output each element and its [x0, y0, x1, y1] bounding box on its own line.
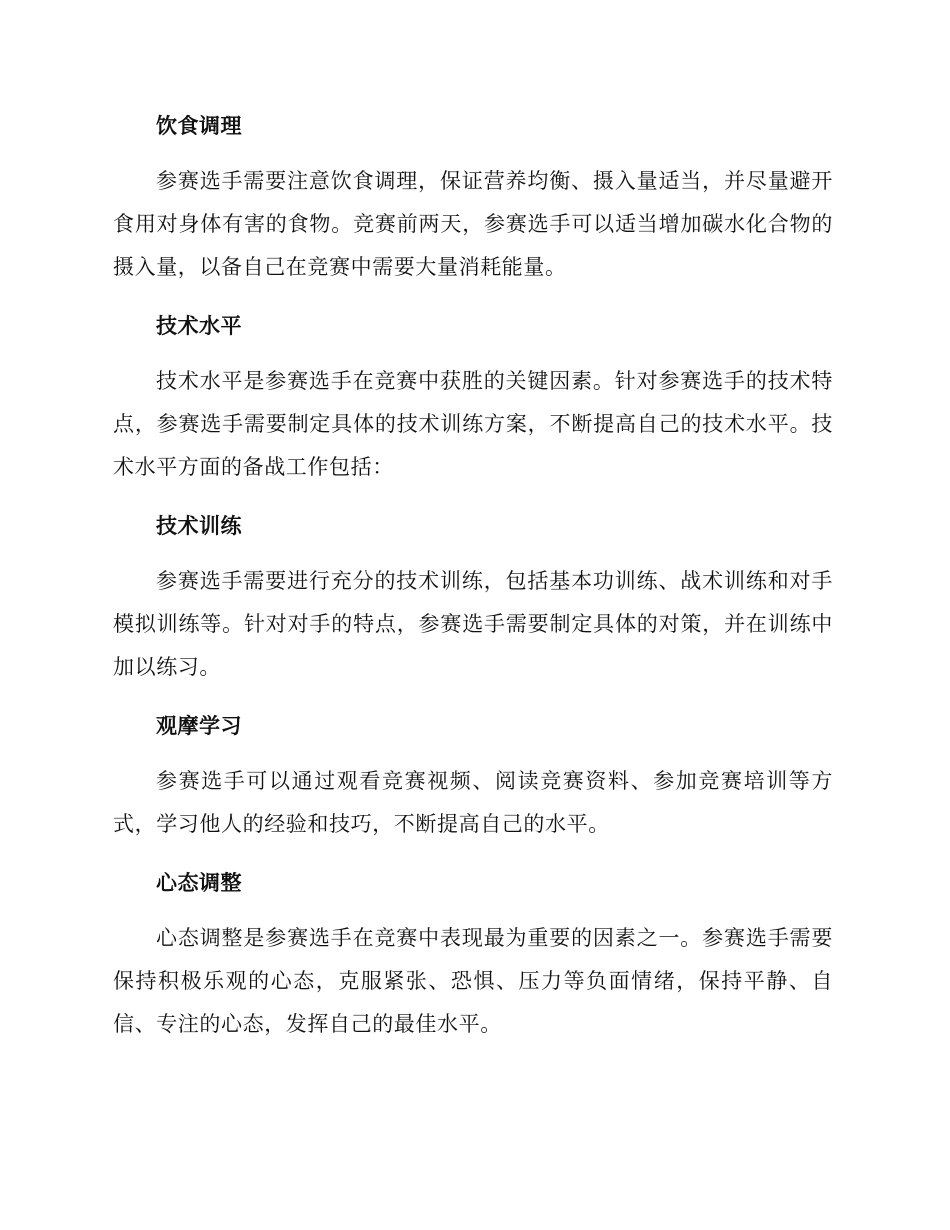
section-body-observation-learning: 参赛选手可以通过观看竞赛视频、阅读竞赛资料、参加竞赛培训等方式，学习他人的经验和技巧，不断提高自己的水平。: [113, 769, 833, 836]
section-heading-observation-learning: 观摩学习: [156, 714, 242, 738]
section-body-mindset: 心态调整是参赛选手在竞赛中表现最为重要的因素之一。参赛选手需要保持积极乐观的心态，克服紧张、恐惧、压力等负面情绪，保持平静、自信、专注的心态，发挥自己的最佳水平。: [113, 926, 833, 1036]
section-body-skill-level: 技术水平是参赛选手在竞赛中获胜的关键因素。针对参赛选手的技术特点，参赛选手需要制定具体的技术训练方案，不断提高自己的技术水平。技术水平方面的备战工作包括：: [113, 369, 833, 479]
section-heading-diet: 饮食调理: [156, 114, 242, 138]
section-heading-skill-training: 技术训练: [156, 514, 242, 538]
document-content: [113, 110, 833, 1067]
section-body-skill-training: 参赛选手需要进行充分的技术训练，包括基本功训练、战术训练和对手模拟训练等。针对对手的特点，参赛选手需要制定具体的对策，并在训练中加以练习。: [113, 569, 833, 679]
section-heading-skill-level: 技术水平: [156, 314, 242, 338]
section-body-diet: 参赛选手需要注意饮食调理，保证营养均衡、摄入量适当，并尽量避开食用对身体有害的食物。竞赛前两天，参赛选手可以适当增加碳水化合物的摄入量，以备自己在竞赛中需要大量消耗能量。: [113, 169, 833, 279]
section-heading-mindset: 心态调整: [156, 871, 242, 895]
